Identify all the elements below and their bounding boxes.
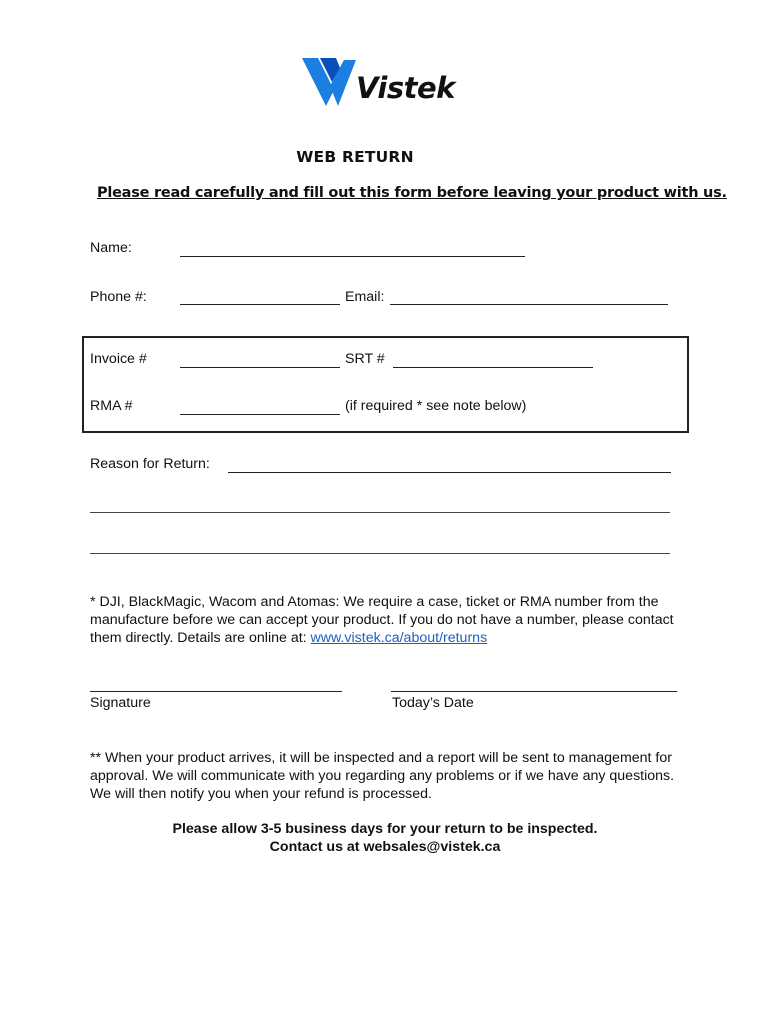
inspection-note: ** When your product arrives, it will be inspected and a report will be sent to management for approval. We will communicate with you regarding any problems or if we have any questions. We will then notify you when your refund is processed. [90,750,675,802]
phone-label: Phone #: [90,289,147,305]
name-field[interactable] [180,256,525,257]
invoice-rma-box [82,336,689,433]
reason-field-line-3[interactable] [90,553,670,554]
rma-note: (if required * see note below) [345,398,527,414]
srt-field[interactable] [393,367,593,368]
page-title: WEB RETURN [296,148,414,166]
email-label: Email: [345,289,385,305]
invoice-label: Invoice # [90,351,147,367]
phone-field[interactable] [180,304,340,305]
invoice-field[interactable] [180,367,340,368]
signature-field[interactable] [90,691,342,692]
reason-label: Reason for Return: [90,456,210,472]
vistek-logo [300,56,470,112]
contact-note: Contact us at websales@vistek.ca [269,839,501,855]
reason-field-line-2[interactable] [90,512,670,513]
date-field[interactable] [391,691,677,692]
page-subtitle: Please read carefully and fill out this form before leaving your product with us. [97,185,727,201]
email-field[interactable] [390,304,668,305]
manufacturer-note-text: * DJI, BlackMagic, Wacom and Atomas: We require a case, ticket or RMA number from the manufacture before we can accept your product. If you do not have a number, please contact them directly. Details are online at: [90,594,674,646]
signature-label: Signature [90,695,151,711]
reason-field-line-1[interactable] [228,472,671,473]
manufacturer-note [90,593,690,647]
date-label: Today’s Date [392,695,474,711]
rma-field[interactable] [180,414,340,415]
logo-wordmark: Vistek [356,71,455,105]
rma-label: RMA # [90,398,133,414]
processing-time-note: Please allow 3-5 business days for your return to be inspected. [172,821,598,837]
name-label: Name: [90,240,132,256]
srt-label: SRT # [345,351,385,367]
returns-link[interactable]: www.vistek.ca/about/returns [310,630,488,646]
